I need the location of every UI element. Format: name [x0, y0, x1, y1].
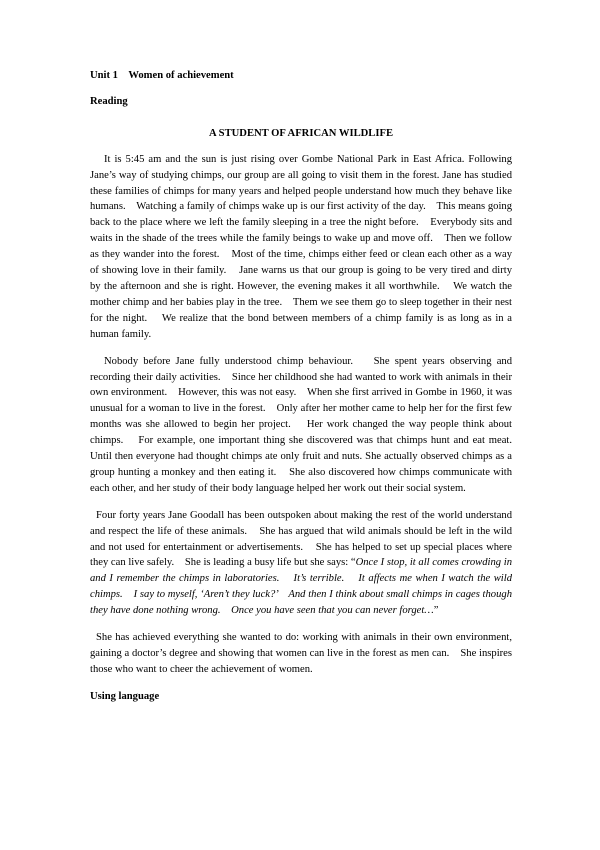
paragraph-3-close: ” — [433, 605, 439, 617]
paragraph-1-text: It is 5:45 am and the sun is just rising over Gombe National Park in East Africa. Following Jane’s way of studying chimps, our group are all going to visit them in the forest. Jane has studied these families of chimps for many years and helped people understand how much they behave like humans. Watching a family of chimps wake up is our first activity of the day. This means going back to the place where we left the family sleeping in a tree the night before. Everybody sits and waits in the shade of the trees while the family beings to wake up and move off. Then we follow as they wander into the forest. Most of the time, chimps either feed or clean each other as a way of showing love in their family. Jane warns us that our group is going to be very tired and dirty by the afternoon and she is right. However, the evening makes it all worthwhile. We watch the mother chimp and her babies play in the tree. Them we see them go to sleep together in their nest for the night. We realize that the bond between members of a chimp family is as long as in a human family. — [90, 153, 515, 340]
section-title: Reading — [90, 95, 128, 107]
unit-title: Unit 1 Women of achievement — [90, 70, 234, 81]
paragraph-4 — [90, 630, 515, 678]
paragraph-1 — [90, 152, 515, 343]
next-section-title: Using language — [90, 690, 160, 702]
paragraph-3-text: Four forty years Jane Goodall has been outspoken about making the rest of the world understand and respect the life of these animals. She has argued that wild animals should be left in the wild and not used for entertainment or advertisements. She has helped to set up special places where they can live safely. She is leading a busy life but she says: “ — [90, 509, 515, 569]
paragraph-2-text: Nobody before Jane fully understood chimp behaviour. She spent years observing and recording their daily activities. Since her childhood she had wanted to work with animals in their own environment. However, this was not easy. When she first arrived in Gombe in 1960, it was unusual for a woman to live in the forest. Only after her mother came to help her for the first few months was she allowed to begin her project. Her work changed the way people think about chimps. For example, one important thing she discovered was that chimps hunt and eat meat. Until then everyone had thought chimps ate only fruit and nuts. She actually observed chimps as a group hunting a monkey and then eating it. She also discovered how chimps communicate with each other, and her study of their body language helped her work out their social system. — [90, 355, 523, 494]
paragraph-3-quote: Once I stop, it all comes crowding in and I remember the chimps in laboratories. It’s terrible. It affects me when I watch the wild chimps. I say to myself, ‘Aren’t they luck?’ And then I think about small chimps in cages though they have done nothing wrong. Once you have seen that you can never forget… — [90, 557, 515, 617]
article-title: A STUDENT OF AFRICAN WILDLIFE — [208, 127, 394, 139]
document-page — [90, 68, 523, 705]
paragraph-2 — [90, 354, 523, 497]
paragraph-4-text: She has achieved everything she wanted to do: working with animals in their own environment, gaining a doctor’s degree and showing that women can live in the forest as men can. She inspires those who want to cheer the achievement of women. — [90, 632, 515, 675]
paragraph-3 — [90, 508, 515, 619]
